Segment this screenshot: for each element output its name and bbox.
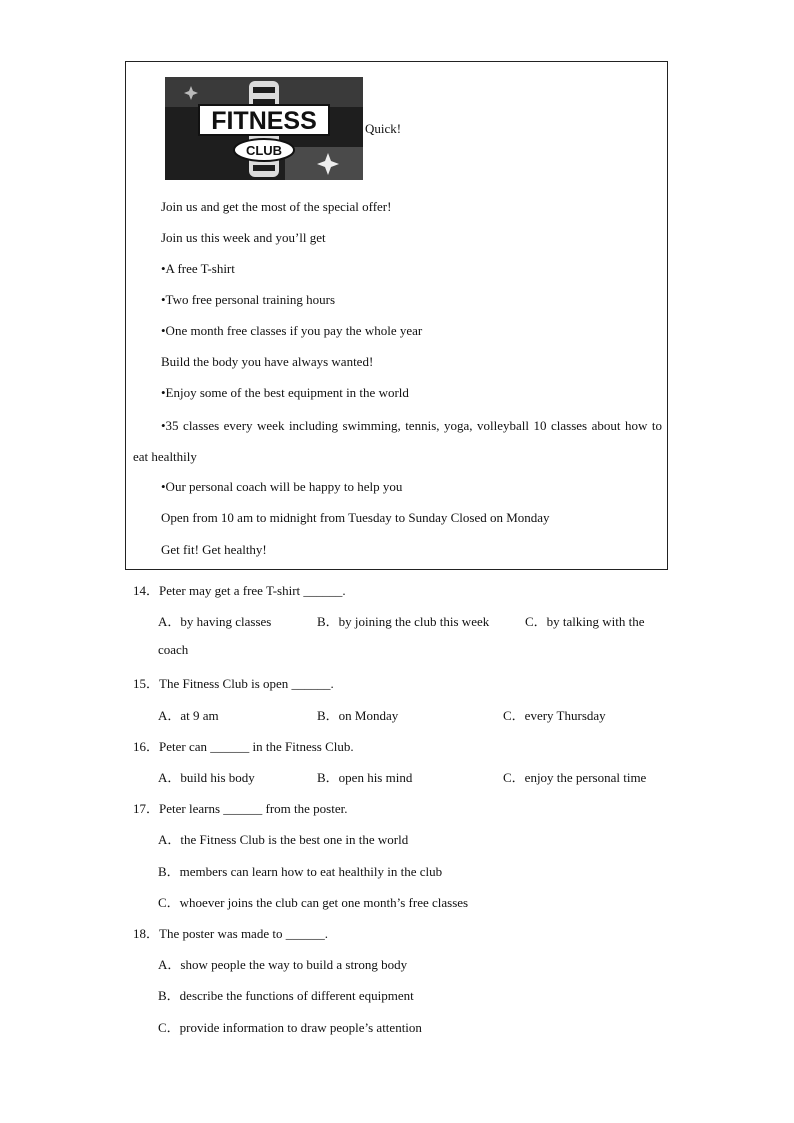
- poster-line: Open from 10 am to midnight from Tuesday to Sunday Closed on Monday: [161, 510, 550, 525]
- question-16-option-c[interactable]: C．enjoy the personal time: [503, 770, 647, 785]
- question-16-option-a[interactable]: A．build his body: [158, 770, 255, 785]
- question-18-option-b[interactable]: B．describe the functions of different equipment: [158, 988, 414, 1003]
- question-14-option-b[interactable]: B．by joining the club this week: [317, 614, 490, 629]
- question-14-option-a[interactable]: A．by having classes: [158, 614, 272, 629]
- fitness-club-logo: [165, 77, 363, 180]
- poster-line: Build the body you have always wanted!: [161, 354, 374, 369]
- question-15-option-a[interactable]: A．at 9 am: [158, 708, 219, 723]
- poster-line: •Enjoy some of the best equipment in the world: [161, 385, 409, 400]
- fitness-poster: [125, 61, 668, 570]
- question-15-option-b[interactable]: B．on Monday: [317, 708, 399, 723]
- question-14-option-c[interactable]: C．by talking with the: [525, 614, 645, 629]
- question-17-option-a[interactable]: A．the Fitness Club is the best one in the world: [158, 832, 409, 847]
- quick-text: Quick!: [365, 121, 402, 136]
- question-16-option-b[interactable]: B．open his mind: [317, 770, 413, 785]
- question-15-option-c[interactable]: C．every Thursday: [503, 708, 606, 723]
- dumbbell-logo-icon: [165, 77, 363, 180]
- question-17-option-b[interactable]: B．members can learn how to eat healthily in the club: [158, 864, 443, 879]
- poster-line: •Two free personal training hours: [161, 292, 336, 307]
- question-18-option-a[interactable]: A．show people the way to build a strong body: [158, 957, 408, 972]
- poster-line: •Our personal coach will be happy to help you: [161, 479, 403, 494]
- question-15-stem: 15．The Fitness Club is open ______.: [133, 676, 334, 691]
- poster-line: Get fit! Get healthy!: [161, 542, 267, 557]
- poster-line: •35 classes every week including swimming, tennis, yoga, volleyball 10 classes about how to eat healthily: [133, 418, 662, 464]
- poster-line: •A free T-shirt: [161, 261, 235, 276]
- question-14-stem: 14．Peter may get a free T-shirt ______.: [133, 583, 346, 598]
- poster-line: •One month free classes if you pay the whole year: [161, 323, 423, 338]
- question-17-stem: 17．Peter learns ______ from the poster.: [133, 801, 348, 816]
- svg-text:FITNESS: FITNESS: [211, 107, 317, 135]
- question-14-option-c-continued: coach: [158, 642, 189, 657]
- svg-text:CLUB: CLUB: [245, 143, 283, 158]
- question-18-option-c[interactable]: C．provide information to draw people’s attention: [158, 1020, 422, 1035]
- poster-line: Join us this week and you’ll get: [161, 230, 326, 245]
- question-17-option-c[interactable]: C．whoever joins the club can get one month’s free classes: [158, 895, 469, 910]
- question-18-stem: 18．The poster was made to ______.: [133, 926, 328, 941]
- question-16-stem: 16．Peter can ______ in the Fitness Club.: [133, 739, 354, 754]
- poster-line: Join us and get the most of the special offer!: [161, 199, 392, 214]
